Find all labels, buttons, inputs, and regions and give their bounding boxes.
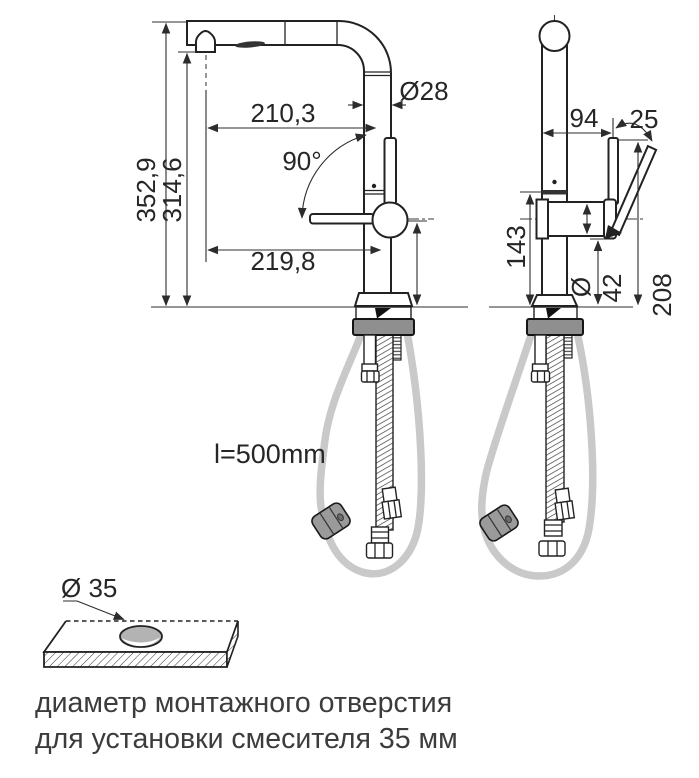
mounting-bracket-front xyxy=(527,319,583,335)
dim-height-total: 352,9 xyxy=(131,157,161,223)
joint-band xyxy=(542,190,567,195)
hose-end-nut-front xyxy=(539,541,565,556)
dim-diameter-symbol: Ø xyxy=(566,276,596,298)
hose-end-collar-front xyxy=(545,520,563,536)
counter-front-face xyxy=(44,652,227,667)
cartridge-collar xyxy=(537,200,549,239)
handle-horizontal-position xyxy=(310,214,374,224)
dim-diameter-value: 42 xyxy=(597,273,627,303)
mount-hole-diameter-label: Ø 35 xyxy=(61,573,118,603)
handle-up-position xyxy=(385,138,397,204)
handle-ball-joint xyxy=(373,203,408,238)
dim-height-spout: 314,6 xyxy=(157,157,187,223)
stud-nut-front xyxy=(532,371,550,382)
caption-line-2: для установки смесителя 35 мм xyxy=(35,723,458,755)
countertop-cutout-detail xyxy=(44,601,238,667)
dim-pipe-diameter: Ø28 xyxy=(399,76,449,106)
hose-end-nut xyxy=(367,543,393,558)
cartridge-body xyxy=(548,202,604,236)
dim-reach-bottom: 219,8 xyxy=(250,246,316,276)
dim-reach-top: 210,3 xyxy=(250,98,316,128)
hole-leader-arrow xyxy=(63,601,124,620)
mounting-bracket xyxy=(353,319,414,335)
dim-handle-angle: 25 xyxy=(629,104,659,134)
hose-end-collar xyxy=(372,527,389,543)
stud-nut xyxy=(362,371,380,382)
faucet-column-front xyxy=(542,36,567,295)
dim-swivel-angle: 90° xyxy=(282,146,322,176)
hose-length-label: l=500mm xyxy=(214,439,326,469)
dim-handle-top-height: 208 xyxy=(647,273,677,317)
pivot-dot-front xyxy=(552,180,556,184)
hose-side-fitting-front xyxy=(553,488,574,520)
caption-line-1: диаметр монтажного отверстия xyxy=(35,687,453,719)
pivot-dot xyxy=(372,184,376,188)
dim-body-height: 143 xyxy=(501,225,531,269)
spout-head-front xyxy=(540,21,570,51)
handle-vertical xyxy=(609,138,619,204)
dim-handle-offset: 94 xyxy=(569,103,599,133)
mount-stud xyxy=(364,335,376,366)
hose-side-fitting xyxy=(380,487,401,519)
mount-stud-front xyxy=(535,335,546,366)
hose-weight xyxy=(310,501,353,541)
spray-head xyxy=(196,31,215,52)
base-flange xyxy=(355,293,412,306)
